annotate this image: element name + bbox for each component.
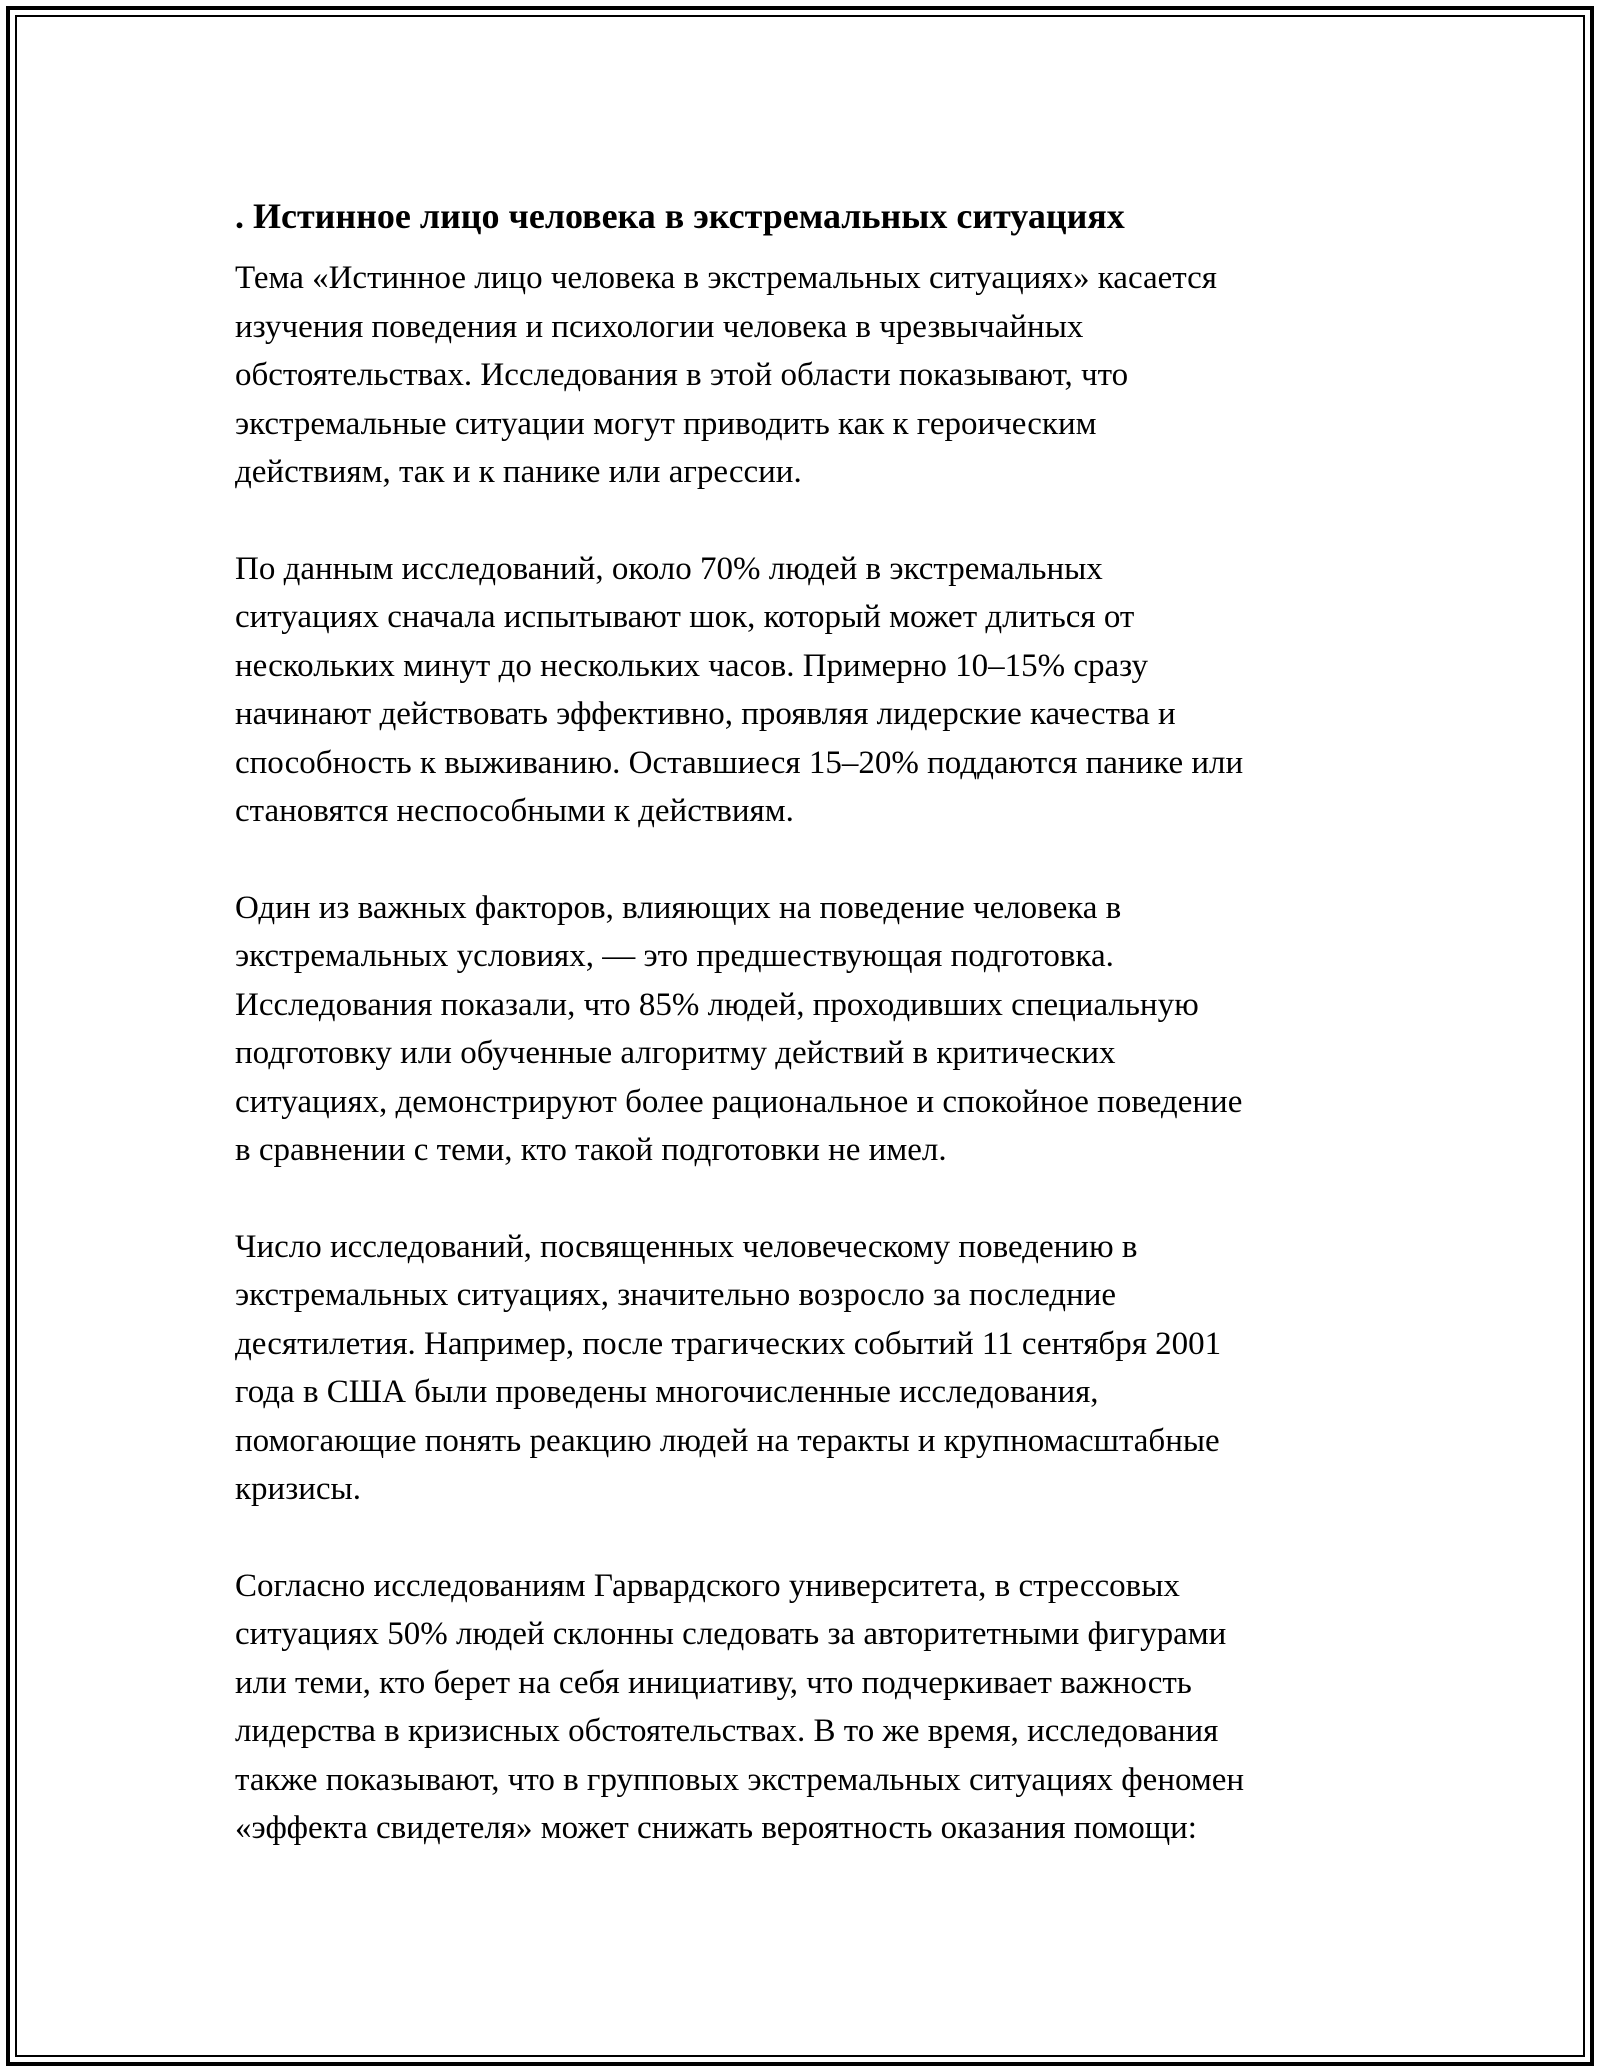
text-line: в сравнении с теми, кто такой подготовки не имел.	[235, 1132, 947, 1168]
text-line: ситуациях, демонстрируют более рациональное и спокойное поведение	[235, 1083, 1243, 1120]
text-line: ситуациях сначала испытывают шок, который может длиться от	[235, 599, 1135, 635]
text-line: кризисы.	[235, 1471, 361, 1507]
text-line: становятся неспособными к действиям.	[235, 793, 794, 829]
text-line: или теми, кто берет на себя инициативу, что подчеркивает важность	[235, 1664, 1192, 1701]
text-line: Исследования показали, что 85% людей, проходивших специальную	[235, 986, 1199, 1023]
text-line: ситуациях 50% людей склонны следовать за авторитетными фигурами	[235, 1616, 1227, 1652]
document-title: . Истинное лицо человека в экстремальных ситуациях	[235, 196, 1125, 236]
paragraph-4	[235, 1223, 1375, 1514]
paragraph-3	[235, 884, 1375, 1175]
text-line: Тема «Истинное лицо человека в экстремальных ситуациях» касается	[235, 260, 1217, 296]
text-line: нескольких минут до нескольких часов. Примерно 10–15% сразу	[235, 647, 1149, 684]
text-line: Согласно исследованиям Гарвардского университета, в стрессовых	[235, 1567, 1180, 1604]
text-line: также показывают, что в групповых экстремальных ситуациях феномен	[235, 1761, 1245, 1798]
text-line: экстремальных ситуациях, значительно возросло за последние	[235, 1277, 1117, 1313]
text-line: экстремальных условиях, — это предшествующая подготовка.	[235, 938, 1114, 974]
document-body	[235, 188, 1375, 1901]
text-line: начинают действовать эффективно, проявляя лидерские качества и	[235, 696, 1176, 732]
text-line: десятилетия. Например, после трагических событий 11 сентября 2001	[235, 1325, 1222, 1362]
text-line: Один из важных факторов, влияющих на поведение человека в	[235, 889, 1122, 926]
paragraph-5	[235, 1562, 1375, 1853]
text-line: экстремальные ситуации могут приводить как к героическим	[235, 405, 1097, 442]
text-line: Число исследований, посвященных человеческому поведению в	[235, 1228, 1138, 1265]
text-line: года в США были проведены многочисленные исследования,	[235, 1374, 1099, 1410]
text-line: «эффекта свидетеля» может снижать вероятность оказания помощи:	[235, 1810, 1197, 1846]
text-line: обстоятельствах. Исследования в этой области показывают, что	[235, 357, 1129, 393]
text-line: лидерства в кризисных обстоятельствах. В то же время, исследования	[235, 1713, 1219, 1749]
text-line: По данным исследований, около 70% людей в экстремальных	[235, 550, 1103, 587]
text-line: изучения поведения и психологии человека в чрезвычайных	[235, 308, 1084, 345]
paragraph-1	[235, 254, 1375, 497]
paragraph-2	[235, 545, 1375, 836]
text-line: помогающие понять реакцию людей на теракты и крупномасштабные	[235, 1422, 1220, 1459]
text-line: действиям, так и к панике или агрессии.	[235, 454, 802, 490]
text-line: способность к выживанию. Оставшиеся 15–20% поддаются панике или	[235, 744, 1244, 781]
text-line: подготовку или обученные алгоритму действий в критических	[235, 1035, 1116, 1071]
